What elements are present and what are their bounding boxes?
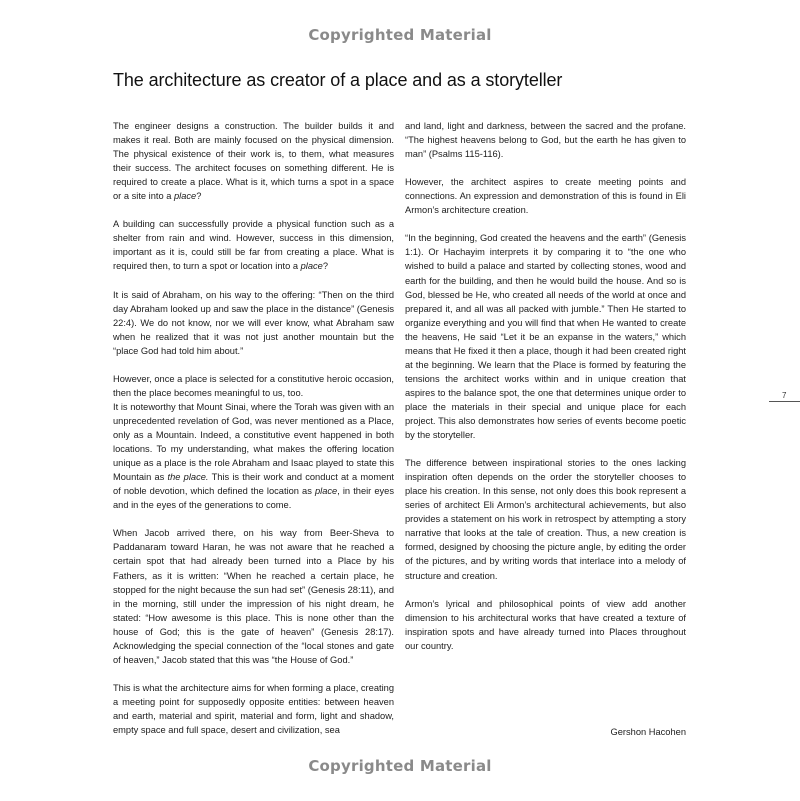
page-title: The architecture as creator of a place and as a storyteller	[113, 70, 563, 90]
page-number: 7	[782, 391, 787, 400]
emphasis-text: the place.	[167, 472, 209, 483]
text-run: ?	[322, 261, 329, 272]
text-run: ?	[196, 191, 202, 202]
author-signature: Gershon Hacohen	[610, 727, 686, 737]
text-run: This is their work and conduct at a moment of noble devotion, which defined the location as	[113, 472, 394, 497]
emphasis-text: place	[314, 486, 338, 497]
paragraph	[113, 400, 394, 512]
paragraph	[113, 217, 394, 273]
text-run: The engineer designs a construction. The builder builds it and makes it real. Both are mainly focused on the physical dimension. The physical existence of their work is, to them, what measures their success. The architect focuses on something different. He is required to create a place. What is it, which turns a spot in a space or a site into a	[113, 121, 394, 202]
paragraph: “In the beginning, God created the heavens and the earth” (Genesis 1:1). Or Hachayim interprets it by comparing it to “the one who wished to build a palace and started by collecting stones, wood and earth for the building, and then he would build the house. And so is God, blessed be He, who created all needs of the world at once and prepared it, and all was all packed with jumble.” Then He started to organize everything and you will find that when He wanted to create the heavens, He said “Let it be an expanse in the waters,” which means that He fixed it then a place, though it had been created right at the beginning. We learn that the Place is formed by featuring the tensions the architect works within and in unique creation that aspires to the balance spot, the one that determines unique order to place the materials in their special and unique place for each project. This also demonstrates how series of events become poetic by the storyteller.	[405, 233, 686, 441]
copyright-watermark-bottom: Copyrighted Material	[308, 757, 492, 775]
emphasis-text: place	[173, 191, 197, 202]
paragraph: However, once a place is selected for a constitutive heroic occasion, then the place becomes meaningful to us, too.	[113, 373, 394, 398]
paragraph: However, the architect aspires to create meeting points and connections. An expression and demonstration of this is found in Eli Armon’s architecture creation.	[405, 177, 686, 216]
page-number-rule	[769, 401, 800, 402]
text-run: It is noteworthy that Mount Sinai, where the Torah was given with an unprecedented revelation of God, was never mentioned as a Place, only as a Mountain. Indeed, a constitutive event happened in both locations. To my understanding, what makes the offering location unique as a place is the role Abraham and Isaac played to state this Mountain as	[113, 401, 394, 483]
paragraph	[113, 119, 394, 203]
paragraph: It is said of Abraham, on his way to the offering: “Then on the third day Abraham looked up and saw the place in the distance” (Genesis 22:4). We do not know, nor we will ever know, what Abraham saw when he realized that it was not just another mountain but the “place God had told him about.”	[113, 289, 394, 356]
text-run: A building can successfully provide a physical function such as a shelter from rain and wind. However, success in this dimension, important as it is, could still be far from creating a place. What is required then, to turn a spot or location into a	[113, 219, 394, 272]
paragraph: Armon’s lyrical and philosophical points of view add another dimension to his architectural works that have created a texture of inspiration spots and have already turned into Places throughout our country.	[405, 598, 686, 651]
paragraph: This is what the architecture aims for when forming a place, creating a meeting point for supposedly opposite entities: between heaven and earth, material and spirit, material and form, light and shadow, empty space and full space, desert and civilization, sea	[113, 682, 394, 736]
emphasis-text: place	[300, 261, 323, 272]
paragraph: and land, light and darkness, between the sacred and the profane. “The highest heavens belong to God, but the earth he has given to man” (Psalms 115-116).	[405, 121, 686, 160]
paragraph: The difference between inspirational stories to the ones lacking inspiration often depends on the order the storyteller chooses to place his creation. In this sense, not only does this book represent a series of architect Eli Armon’s architectural achievements, but also provides a statement on his work in retrospect by attempting a story narrative that looks at the tale of creation. Thus, a new creation is formed, designed by choosing the picture angle, by editing the order of the pictures, and by writing words that interlace into a melody of structure and creation.	[405, 458, 686, 581]
right-text-column	[405, 119, 686, 653]
left-text-column	[113, 119, 394, 737]
text-run: , in their eyes and in the eyes of the generations to come.	[113, 486, 394, 511]
copyright-watermark-top: Copyrighted Material	[308, 26, 492, 44]
paragraph: When Jacob arrived there, on his way from Beer-Sheva to Paddanaram toward Haran, he was not aware that he reached a certain spot that had already been turned into a Place by his Fathers, as it is written: “When he reached a certain place, he stopped for the night because the sun had set” (Genesis 28:11), and in the morning, still under the impression of his night dream, he stated: “How awesome is this place. This is none other than the house of God; this is the gate of heaven” (Genesis 28:17). Acknowledging the special connection of the “local stones and gate of heaven,” Jacob stated that this was “the House of God.”	[113, 528, 394, 665]
